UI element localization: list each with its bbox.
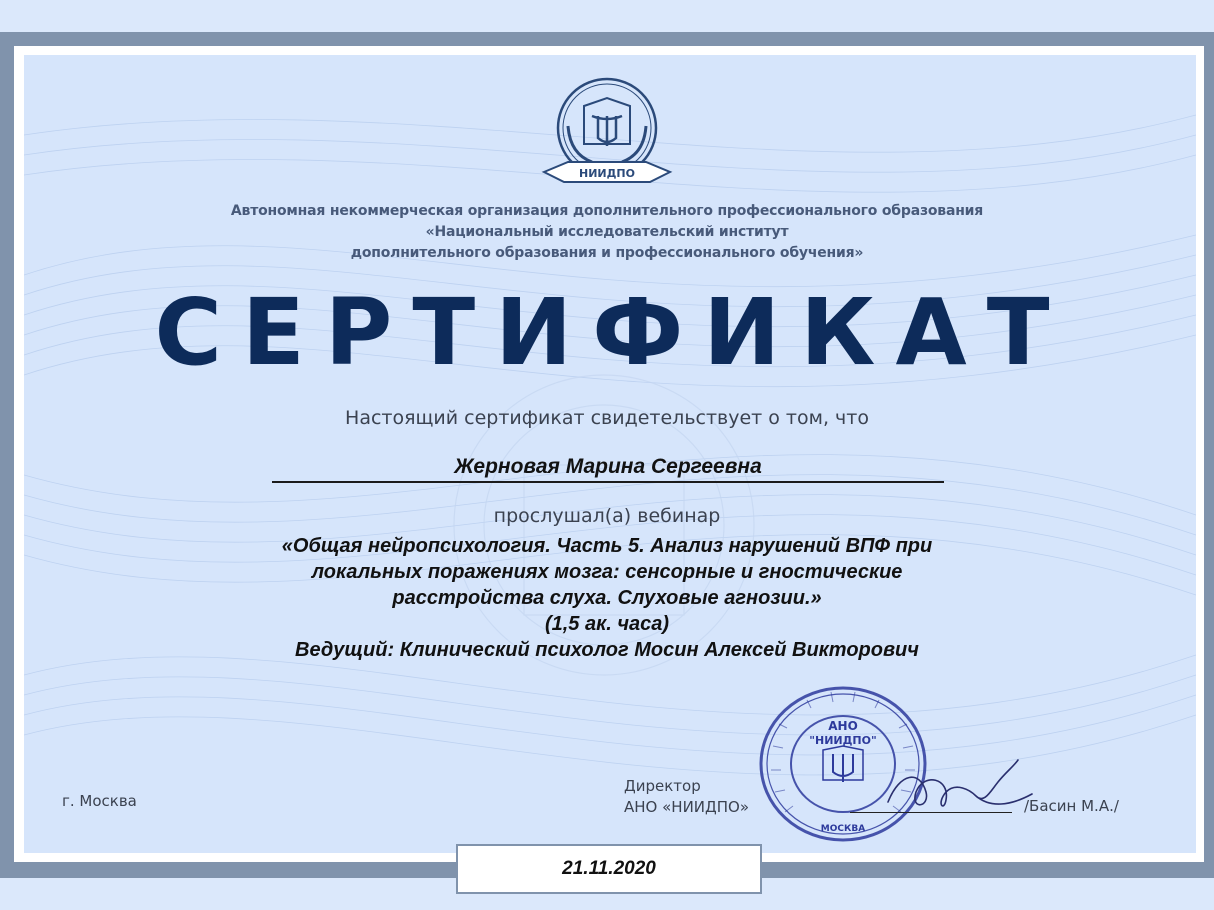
- director-line-2: АНО «НИИДПО»: [624, 798, 749, 816]
- institute-emblem-icon: [540, 76, 674, 188]
- issue-date: 21.11.2020: [456, 844, 762, 894]
- director-line-1: Директор: [624, 777, 701, 795]
- course-host: Ведущий: Клинический психолог Мосин Алексей Викторович: [295, 639, 919, 661]
- stamp-top-text: АНО: [828, 719, 858, 733]
- director-signature: [880, 752, 1040, 822]
- organization-line-3: дополнительного образования и профессионального обучения»: [350, 245, 864, 261]
- director-title: [624, 776, 749, 818]
- signer-name: /Басин М.А./: [1024, 797, 1119, 815]
- recipient-underline: [272, 481, 944, 483]
- course-title-line-3: расстройства слуха. Слуховые агнозии.»: [392, 587, 822, 609]
- logo-text: НИИДПО: [579, 167, 635, 180]
- course-title-line-2: локальных поражениях мозга: сенсорные и гностические: [311, 561, 903, 583]
- action-text: прослушал(а) вебинар: [493, 505, 721, 527]
- organization-line-1: Автономная некоммерческая организация дополнительного профессионального образования: [230, 203, 984, 219]
- intro-text: Настоящий сертификат свидетельствует о том, что: [345, 407, 869, 429]
- stamp-bottom-text: МОСКВА: [820, 824, 866, 834]
- stamp-name-text: "НИИДПО": [809, 734, 877, 747]
- city-label: г. Москва: [62, 792, 137, 810]
- organization-line-2: «Национальный исследовательский институт: [425, 224, 789, 240]
- course-hours: (1,5 ак. часа): [544, 613, 670, 635]
- recipient-name: Жерновая Марина Сергеевна: [454, 455, 762, 478]
- course-title-line-1: «Общая нейропсихология. Часть 5. Анализ нарушений ВПФ при: [281, 535, 933, 557]
- certificate-title: СЕРТИФИКАТ: [154, 279, 1070, 386]
